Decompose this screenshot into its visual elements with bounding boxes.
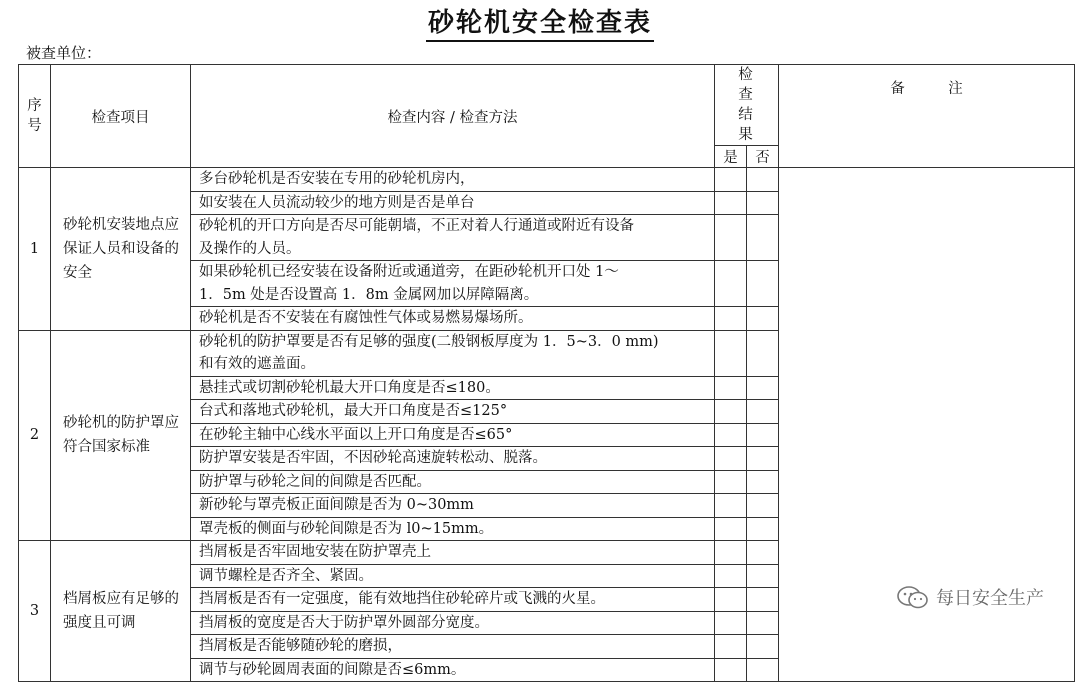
- check-content-line: 1．5m 处是否设置高 1．8m 金属网加以屏障隔离。: [199, 286, 539, 303]
- check-content-cell: [191, 330, 715, 376]
- check-content-line: 多台砂轮机是否安装在专用的砂轮机房内，: [199, 171, 475, 187]
- result-yes-cell[interactable]: [715, 611, 747, 635]
- result-no-cell[interactable]: [747, 376, 779, 400]
- result-yes-cell[interactable]: [715, 588, 747, 612]
- result-no-cell[interactable]: [747, 611, 779, 635]
- result-yes-cell[interactable]: [715, 330, 747, 376]
- check-content-line: 防护罩安装是否牢固，不因砂轮高速旋转松动、脱落。: [199, 450, 547, 466]
- result-no-cell[interactable]: [747, 447, 779, 471]
- result-no-cell[interactable]: [747, 330, 779, 376]
- check-content-cell: [191, 658, 715, 682]
- check-content-line: 调节螺栓是否齐全、紧固。: [199, 567, 373, 584]
- header-check-result: [715, 65, 779, 146]
- section-check-item: 砂轮机安装地点应保证人员和设备的安全: [51, 168, 191, 331]
- result-no-cell[interactable]: [747, 307, 779, 331]
- check-content-line: 罩壳板的侧面与砂轮间隙是否为 l0~15mm。: [199, 520, 494, 537]
- section-number: 2: [19, 330, 51, 541]
- result-yes-cell[interactable]: [715, 447, 747, 471]
- check-content-cell: [191, 447, 715, 471]
- result-no-cell[interactable]: [747, 191, 779, 215]
- check-content-line: 挡屑板是否牢固地安装在防护罩壳上: [199, 544, 431, 560]
- result-no-cell[interactable]: [747, 635, 779, 659]
- result-yes-cell[interactable]: [715, 168, 747, 192]
- check-content-cell: [191, 611, 715, 635]
- result-no-cell[interactable]: [747, 261, 779, 307]
- check-content-cell: [191, 564, 715, 588]
- check-content-line: 防护罩与砂轮之间的间隙是否匹配。: [199, 473, 431, 490]
- check-content-line: 砂轮机的防护罩要是否有足够的强度(二般钢板厚度为 1．5~3．0 mm): [199, 333, 659, 350]
- check-content-line: 及操作的人员。: [199, 240, 301, 257]
- inspected-unit-label: 被查单位：: [26, 44, 102, 62]
- result-yes-cell[interactable]: [715, 376, 747, 400]
- result-yes-cell[interactable]: [715, 494, 747, 518]
- check-content-cell: [191, 423, 715, 447]
- result-yes-cell[interactable]: [715, 517, 747, 541]
- check-content-cell: [191, 261, 715, 307]
- wechat-icon: [896, 585, 930, 609]
- check-content-line: 如果砂轮机已经安装在设备附近或通道旁，在距砂轮机开口处 1～: [199, 264, 619, 280]
- result-no-cell[interactable]: [747, 564, 779, 588]
- check-content-line: 和有效的遮盖面。: [199, 356, 315, 372]
- result-no-cell[interactable]: [747, 215, 779, 261]
- check-content-cell: [191, 541, 715, 565]
- result-no-cell[interactable]: [747, 494, 779, 518]
- section-number: 1: [19, 168, 51, 331]
- check-content-line: 砂轮机是否不安装在有腐蚀性气体或易燃易爆场所。: [199, 310, 533, 326]
- header-remarks: 备 注: [779, 65, 1075, 168]
- result-yes-cell[interactable]: [715, 658, 747, 682]
- header-result-text: 检查结果: [738, 67, 755, 143]
- check-content-cell: [191, 635, 715, 659]
- check-content-line: 挡屑板的宽度是否大于防护罩外圆部分宽度。: [199, 614, 489, 631]
- check-content-line: 挡屑板是否能够随砂轮的磨损，: [199, 638, 402, 654]
- section-check-item: 档屑板应有足够的强度且可调: [51, 541, 191, 682]
- result-no-cell[interactable]: [747, 400, 779, 424]
- result-yes-cell[interactable]: [715, 635, 747, 659]
- check-content-line: 砂轮机的开口方向是否尽可能朝墙，不正对着人行通道或附近有设备: [199, 218, 634, 234]
- header-check-content: 检查内容 / 检查方法: [191, 65, 715, 168]
- result-yes-cell[interactable]: [715, 470, 747, 494]
- result-no-cell[interactable]: [747, 168, 779, 192]
- check-content-cell: [191, 376, 715, 400]
- check-content-cell: [191, 470, 715, 494]
- check-content-line: 新砂轮与罩壳板正面间隙是否为 0~30mm: [199, 497, 474, 513]
- result-yes-cell[interactable]: [715, 541, 747, 565]
- check-content-line: 悬挂式或切割砂轮机最大开口角度是否≤180。: [199, 379, 500, 396]
- result-no-cell[interactable]: [747, 588, 779, 612]
- header-check-item: 检查项目: [51, 65, 191, 168]
- header-serial-text: 序号: [27, 98, 42, 134]
- check-content-cell: [191, 215, 715, 261]
- result-yes-cell[interactable]: [715, 564, 747, 588]
- check-content-cell: [191, 494, 715, 518]
- result-no-cell[interactable]: [747, 541, 779, 565]
- result-no-cell[interactable]: [747, 658, 779, 682]
- check-content-cell: [191, 307, 715, 331]
- watermark: [896, 584, 1044, 610]
- result-no-cell[interactable]: [747, 517, 779, 541]
- header-serial-number: [19, 65, 51, 168]
- check-content-line: 在砂轮主轴中心线水平面以上开口角度是否≤65°: [199, 426, 513, 443]
- check-content-line: 台式和落地式砂轮机，最大开口角度是否≤125°: [199, 403, 508, 419]
- result-no-cell[interactable]: [747, 423, 779, 447]
- result-yes-cell[interactable]: [715, 215, 747, 261]
- table-row: [19, 168, 1075, 192]
- check-content-line: 如安装在人员流动较少的地方则是否是单台: [199, 194, 475, 211]
- result-no-cell[interactable]: [747, 470, 779, 494]
- result-yes-cell[interactable]: [715, 423, 747, 447]
- check-content-cell: [191, 588, 715, 612]
- section-number: 3: [19, 541, 51, 682]
- check-content-line: 挡屑板是否有一定强度，能有效地挡住砂轮碎片或飞溅的火星。: [199, 591, 605, 607]
- header-yes: 是: [715, 146, 747, 168]
- watermark-text: 每日安全生产: [936, 588, 1044, 609]
- header-no: 否: [747, 146, 779, 168]
- check-content-cell: [191, 168, 715, 192]
- result-yes-cell[interactable]: [715, 307, 747, 331]
- check-content-cell: [191, 191, 715, 215]
- check-content-line: 调节与砂轮圆周表面的间隙是否≤6mm。: [199, 661, 466, 678]
- page-title: 砂轮机安全检查表: [0, 2, 1080, 39]
- result-yes-cell[interactable]: [715, 261, 747, 307]
- result-yes-cell[interactable]: [715, 191, 747, 215]
- check-content-cell: [191, 400, 715, 424]
- check-content-cell: [191, 517, 715, 541]
- result-yes-cell[interactable]: [715, 400, 747, 424]
- section-check-item: 砂轮机的防护罩应符合国家标准: [51, 330, 191, 541]
